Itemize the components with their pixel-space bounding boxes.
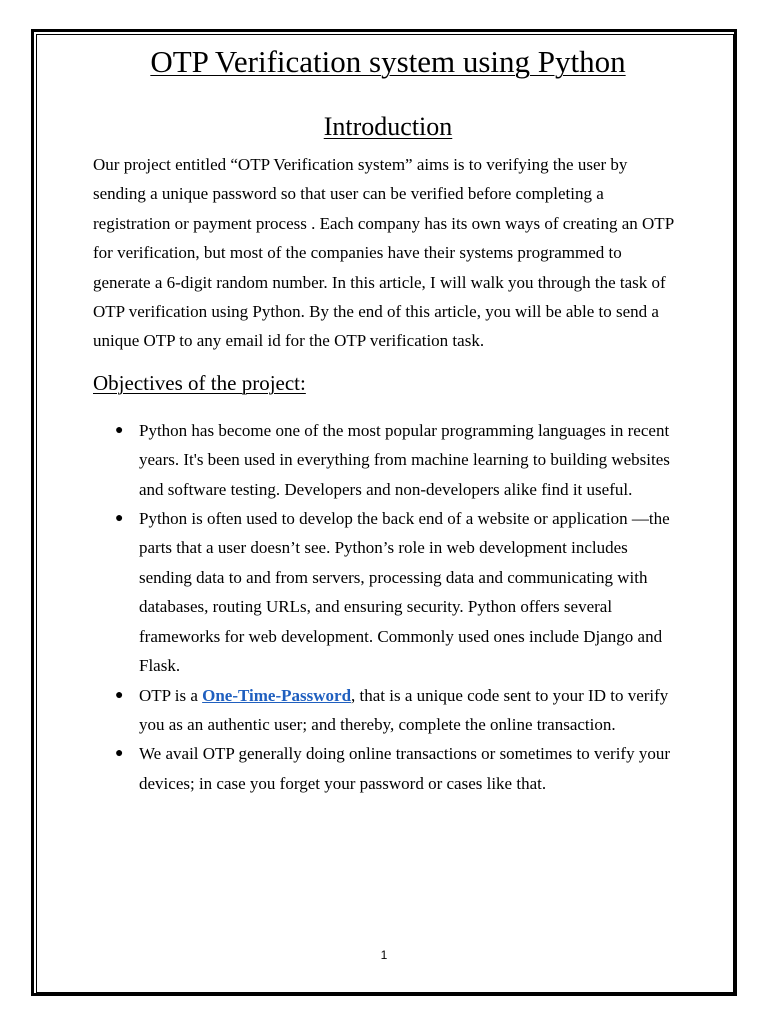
document-body <box>93 40 683 798</box>
objective-text-suffix: , that is a unique code sent to your ID to verify you as an authentic user; and thereby, complete the online transaction. <box>139 685 669 734</box>
document-title: OTP Verification system using Python <box>150 44 626 79</box>
objective-item <box>115 681 683 740</box>
bullet-icon: ● <box>115 511 124 527</box>
bullet-icon: ● <box>115 746 124 762</box>
bullet-icon: ● <box>115 422 124 438</box>
objective-text: Python is often used to develop the back end of a website or application —the parts that a user doesn’t see. Python’s role in web development includes sending data to and from servers, processing data and communicating with databases, routing URLs, and ensuring security. Python offers several frameworks for web development. Commonly used ones include Django and Flask. <box>139 509 670 676</box>
one-time-password-link[interactable]: One-Time-Password <box>202 685 352 705</box>
introduction-paragraph: Our project entitled “OTP Verification system” aims is to verifying the user by sending a unique password so that user can be verified before completing a registration or payment process . Each company has its own ways of creating an OTP for verification, but most of the companies have their systems programmed to generate a 6-digit random number. In this article, I will walk you through the task of OTP verification using Python. By the end of this article, you will be able to send a unique OTP to any email id for the OTP verification task. <box>93 155 674 351</box>
objectives-list <box>93 416 683 798</box>
objectives-heading: Objectives of the project: <box>93 370 306 395</box>
introduction-heading: Introduction <box>323 112 453 141</box>
objective-text: Python has become one of the most popular programming languages in recent years. It's been used in everything from machine learning to building websites and software testing. Developers and non-developers alike find it useful. <box>139 420 670 499</box>
objective-text: We avail OTP generally doing online transactions or sometimes to verify your devices; in case you forget your password or cases like that. <box>139 744 671 793</box>
objective-item <box>115 416 683 504</box>
bullet-icon: ● <box>115 687 124 703</box>
objective-text-prefix: OTP is a <box>139 685 203 705</box>
objective-item <box>115 739 683 798</box>
page-number: 1 <box>380 948 388 962</box>
objective-item <box>115 504 683 680</box>
